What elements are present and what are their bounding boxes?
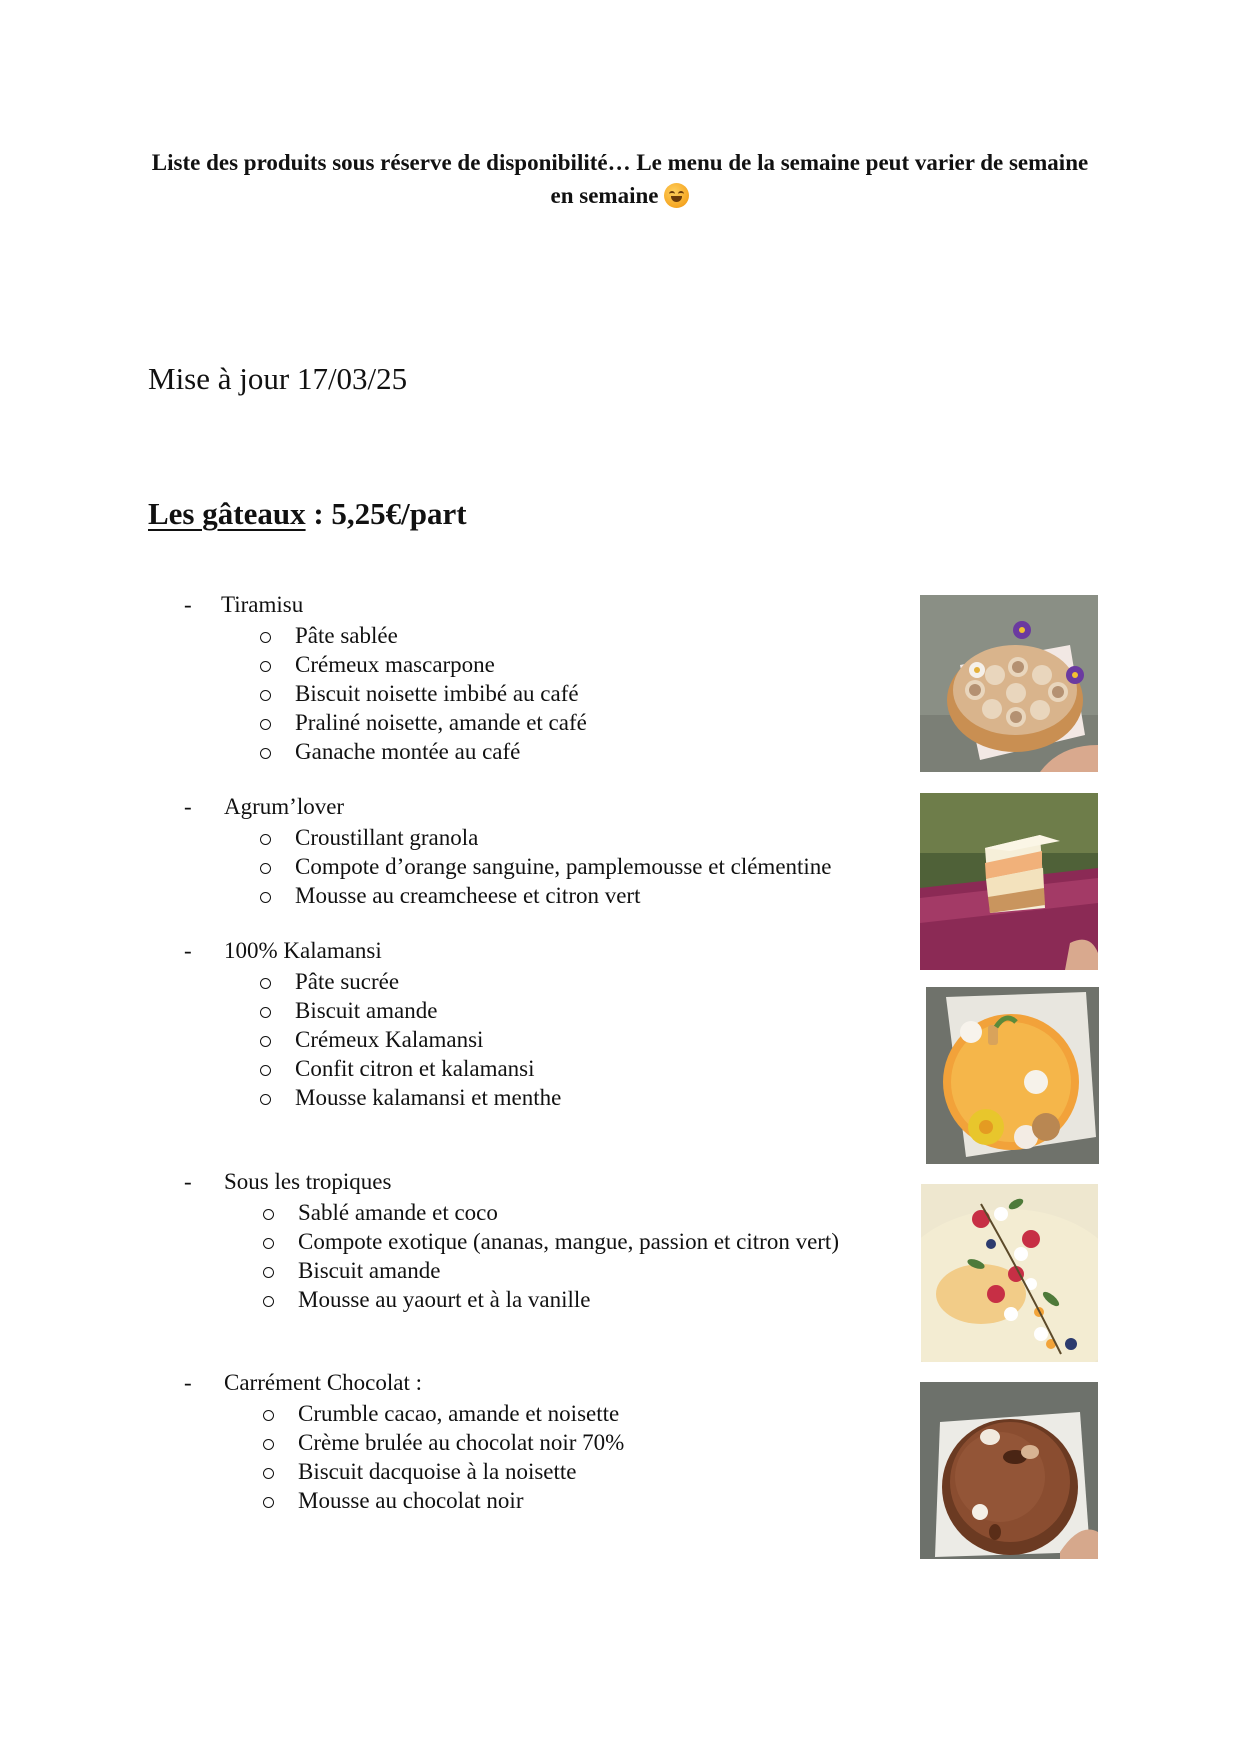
ingredient-text: Pâte sablée	[295, 623, 398, 648]
circle-bullet-icon	[263, 1296, 274, 1307]
ingredient-text: Ganache montée au café	[295, 739, 521, 764]
ingredient-text: Mousse kalamansi et menthe	[295, 1085, 562, 1110]
list-item	[261, 1457, 624, 1486]
ingredient-text: Confit citron et kalamansi	[295, 1056, 535, 1081]
list-item	[261, 1198, 839, 1227]
list-item	[258, 650, 587, 679]
ingredient-text: Mousse au chocolat noir	[298, 1488, 524, 1513]
smiley-emoji-icon	[664, 183, 689, 208]
list-item	[258, 1025, 561, 1054]
ingredient-text: Biscuit dacquoise à la noisette	[298, 1459, 577, 1484]
list-item	[258, 823, 832, 852]
dash-bullet: -	[184, 1169, 192, 1194]
cake-title-row	[184, 1169, 391, 1195]
ingredient-list	[261, 1198, 839, 1314]
ingredient-text: Crème brulée au chocolat noir 70%	[298, 1430, 625, 1455]
ingredient-text: Crémeux Kalamansi	[295, 1027, 484, 1052]
circle-bullet-icon	[263, 1439, 274, 1450]
tropical-cake-photo	[921, 1184, 1098, 1362]
circle-bullet-icon	[263, 1410, 274, 1421]
list-item	[258, 737, 587, 766]
circle-bullet-icon	[260, 690, 271, 701]
section-heading	[148, 496, 467, 532]
list-item	[258, 1054, 561, 1083]
citrus-cake-slice-photo	[920, 793, 1098, 970]
ingredient-text: Biscuit amande	[295, 998, 438, 1023]
ingredient-text: Croustillant granola	[295, 825, 479, 850]
list-item	[258, 708, 587, 737]
section-price: : 5,25€/part	[305, 496, 467, 531]
cake-name: Agrum’lover	[224, 794, 345, 819]
dash-bullet: -	[184, 592, 192, 617]
cake-title-row	[184, 592, 306, 618]
circle-bullet-icon	[260, 863, 271, 874]
ingredient-text: Mousse au creamcheese et citron vert	[295, 883, 641, 908]
list-item	[261, 1285, 839, 1314]
availability-notice	[150, 146, 1090, 212]
list-item	[258, 621, 587, 650]
tiramisu-tart-photo	[920, 595, 1098, 772]
ingredient-text: Compote d’orange sanguine, pamplemousse et clémentine	[295, 854, 832, 879]
circle-bullet-icon	[260, 719, 271, 730]
list-item	[258, 1083, 561, 1112]
cake-name: Tiramisu	[221, 592, 304, 617]
cake-title-row	[184, 1370, 422, 1396]
cake-name: Carrément Chocolat :	[224, 1370, 422, 1395]
circle-bullet-icon	[263, 1238, 274, 1249]
ingredient-text: Crémeux mascarpone	[295, 652, 495, 677]
list-item	[258, 881, 832, 910]
ingredient-list	[258, 621, 587, 766]
circle-bullet-icon	[263, 1468, 274, 1479]
list-item	[258, 996, 561, 1025]
cake-title-row	[184, 794, 344, 820]
ingredient-list	[258, 967, 561, 1112]
ingredient-text: Pâte sucrée	[295, 969, 400, 994]
circle-bullet-icon	[260, 834, 271, 845]
ingredient-text: Mousse au yaourt et à la vanille	[298, 1287, 591, 1312]
circle-bullet-icon	[260, 661, 271, 672]
list-item	[261, 1486, 624, 1515]
list-item	[258, 852, 832, 881]
ingredient-text: Biscuit noisette imbibé au café	[295, 681, 579, 706]
chocolate-cake-photo	[920, 1382, 1098, 1559]
section-title: Les gâteaux	[148, 496, 306, 531]
circle-bullet-icon	[260, 1065, 271, 1076]
list-item	[258, 679, 587, 708]
ingredient-text: Sablé amande et coco	[298, 1200, 498, 1225]
dash-bullet: -	[184, 1370, 192, 1395]
update-date: Mise à jour 17/03/25	[148, 361, 408, 396]
circle-bullet-icon	[263, 1497, 274, 1508]
availability-notice-text: Liste des produits sous réserve de disponibilité… Le menu de la semaine peut varier de semaine en semaine	[151, 150, 1089, 208]
kalamansi-tart-photo	[926, 987, 1099, 1164]
dash-bullet: -	[184, 794, 192, 819]
list-item	[261, 1428, 624, 1457]
circle-bullet-icon	[260, 978, 271, 989]
ingredient-text: Crumble cacao, amande et noisette	[298, 1401, 620, 1426]
cake-name: 100% Kalamansi	[224, 938, 382, 963]
ingredient-text: Praliné noisette, amande et café	[295, 710, 587, 735]
cake-name: Sous les tropiques	[224, 1169, 392, 1194]
list-item	[261, 1227, 839, 1256]
circle-bullet-icon	[260, 748, 271, 759]
circle-bullet-icon	[260, 1036, 271, 1047]
circle-bullet-icon	[263, 1209, 274, 1220]
ingredient-text: Biscuit amande	[298, 1258, 441, 1283]
ingredient-list	[258, 823, 832, 910]
circle-bullet-icon	[260, 892, 271, 903]
circle-bullet-icon	[260, 1007, 271, 1018]
dash-bullet: -	[184, 938, 192, 963]
ingredient-list	[261, 1399, 624, 1515]
list-item	[258, 967, 561, 996]
circle-bullet-icon	[260, 1094, 271, 1105]
ingredient-text: Compote exotique (ananas, mangue, passion et citron vert)	[298, 1229, 839, 1254]
circle-bullet-icon	[260, 632, 271, 643]
cake-title-row	[184, 938, 382, 964]
circle-bullet-icon	[263, 1267, 274, 1278]
list-item	[261, 1256, 839, 1285]
list-item	[261, 1399, 624, 1428]
